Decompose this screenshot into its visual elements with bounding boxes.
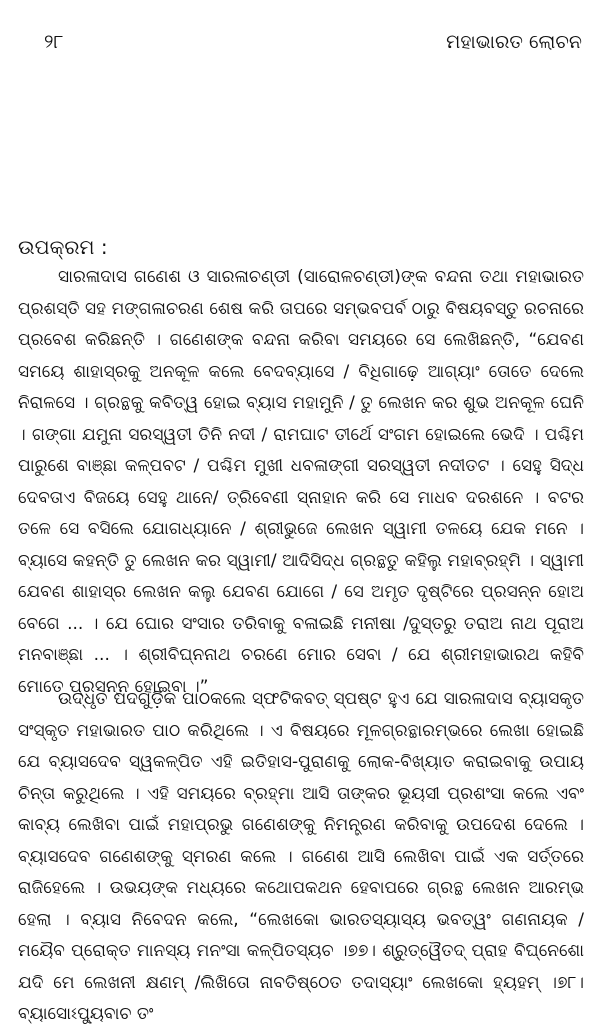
body-paragraph-1: ସାରଳାଦାସ ଗଣେଶ ଓ ସାରଳାଚଣ୍ଡୀ (ସାରୋଳଚଣ୍ଡୀ)ଙ୍କ ବନ୍ଦନା ତଥା ମହାଭାରତ ପ୍ରଶସ୍ତି ସହ ମଙ୍ଗଳାଚରଣ ଶେଷ କରି ତାପରେ ସମ୍ଭବପର୍ବ ଠାରୁ ବିଷୟବସ୍ତୁ ରଚନାରେ ପ୍ରବେଶ କରିଛନ୍ତି । ଗଣେଶଙ୍କ ବନ୍ଦନା କରିବା ସମୟରେ ସେ ଲେଖିଛନ୍ତି, “ଯେବଣ ସମୟେ ଶାହାସ୍ରକୁ ଅନକୂଳ କଲେ ବେଦବ୍ୟାସେ / ବିଧିଗାଢ଼େ ଆଗ୍ୟାଂ ତୋତେ ଦେଲେ ନିରାଳସେ । ଗ୍ରନ୍ଥକୁ କବିତ୍ୱ ହୋଇ ବ୍ୟାସ ମହାମୁନି / ତୁ ଲେଖନ କର ଶୁଭ ଅନକୂଳ ଘେନି । ଗଙ୍ଗା ଯମୁନା ସରସ୍ୱତୀ ତିନି ନଦୀ / ରାମଘାଟ ତୀର୍ଥେ ସଂଗମ ହୋଇଲେ ଭେଦି । ପଶ୍ଚିମ ପାରୁଶେ ବାଞ୍ଛା କଳ୍ପବଟ / ପଶ୍ଚିମ ମୁଖୀ ଧବଳାଙ୍ଗୀ ସରସ୍ୱତୀ ନଦୀତଟ । ସେହୁ ସିଦ୍ଧ ଦେବତାଏ ବିଜୟେ ସେହୁ ଥାନେ/ ତ୍ରିବେଣୀ ସ୍ନାହାନ କରି ସେ ମାଧବ ଦରଶନେ । ବଟର ତଳେ ସେ ବସିଲେ ଯୋଗଧ୍ୟାନେ / ଶ୍ରୀଭୁଜେ ଲେଖନ ସ୍ୱାମୀ ତଳୟେ ଯେକ ମନେ । ବ୍ୟାସେ କହନ୍ତି ତୁ ଲେଖନ କର ସ୍ୱାମୀ/ ଆଦିସିଦ୍ଧ ଗ୍ରନ୍ଥତୁ କହିଲୁ ମହାବ୍ରହ୍ମି । ସ୍ୱାମୀ ଯେବଣ ଶାହାସ୍ର ଲେଖନ କଲୁ ଯେବଣ ଯୋଗେ / ସେ ଅମୃତ ଦୃଷ୍ଟିରେ ପ୍ରସନ୍ନ ହୋଅ ବେଗେ ... । ଯେ ଘୋର ସଂସାର ତରିବାକୁ ବଳାଇଛି ମନୀଷା /ଦୁସ୍ତରୁ ତରାଅ ନାଥ ପୂରାଅ ମନବାଞ୍ଛା ... । ଶ୍ରୀବିଘ୍ନନାଥ ଚରଣେ ମୋର ସେବା / ଯେ ଶ୍ରୀମହାଭାରଥ କହିବି ମୋତେ ପ୍ରସନ୍ନ ହୋଇବା ।” xyxy=(18,267,584,697)
section-heading: ଉପକ୍ରମ : xyxy=(18,235,108,259)
page-header xyxy=(44,28,582,56)
page-number: ୨୮ xyxy=(44,31,64,53)
body-paragraph-2: ଉଦ୍ଧୃତ ପଦଗୁଡ଼ିକ ପାଠକଲେ ସ୍ଫଟିକବତ୍ ସ୍ପଷ୍ଟ ହୁଏ ଯେ ସାରଳାଦାସ ବ୍ୟାସକୃତ ସଂସ୍କୃତ ମହାଭାରତ ପାଠ କରିଥିଲେ । ଏ ବିଷୟରେ ମୂଳଗ୍ରନ୍ଥାରମ୍ଭରେ ଲେଖା ହୋଇଛି ଯେ ବ୍ୟାସଦେବ ସ୍ୱକଳ୍ପିତ ଏହି ଇତିହାସ-ପୁରାଣକୁ ଲୋକ-ବିଖ୍ୟାତ କରାଇବାକୁ ଉପାୟ ଚିନ୍ତା କରୁଥିଲେ । ଏହି ସମୟରେ ବ୍ରହ୍ମା ଆସି ତାଙ୍କର ଭୂୟସୀ ପ୍ରଶଂସା କଲେ ଏବଂ କାବ୍ୟ ଲେଖିବା ପାଇଁ ମହାପ୍ରଭୁ ଗଣେଶଙ୍କୁ ନିମନ୍ତ୍ରଣ କରିବାକୁ ଉପଦେଶ ଦେଲେ । ବ୍ୟାସଦେବ ଗଣେଶଙ୍କୁ ସ୍ମରଣ କଲେ । ଗଣେଶ ଆସି ଲେଖିବା ପାଇଁ ଏକ ସର୍ତ୍ତରେ ରାଜିହେଲେ । ଉଭୟଙ୍କ ମଧ୍ୟରେ କଥୋପକଥନ ହେବାପରେ ଗ୍ରନ୍ଥ ଲେଖନ ଆରମ୍ଭ ହେଲା । ବ୍ୟାସ ନିବେଦନ କଲେ, “ଲେଖକୋ ଭାରତସ୍ୟାସ୍ୟ ଭବତ୍ୱଂ ଗଣନାୟକ / ମୟୈବ ପ୍ରୋକ୍ତ ମାନସ୍ୟ ମନଂସା କଳ୍ପିତସ୍ୟଚ ।୭୭। ଶ୍ରୁତ୍ୱୈତଦ୍ ପ୍ରାହ ବିଘ୍ନେଶୋ ଯଦି ମେ ଲେଖନୀ କ୍ଷଣମ୍ /ଲିଖିତୋ ନାବତିଷ୍ଠେତ ତଦାସ୍ୟାଂ ଲେଖକୋ ହ୍ୟହମ୍ ।୭୮। ବ୍ୟାସୋଽପ୍ୟୁବାଚ ତଂ xyxy=(18,689,584,1024)
running-title: ମହାଭାରତ ଲୋଚନ xyxy=(446,31,582,53)
